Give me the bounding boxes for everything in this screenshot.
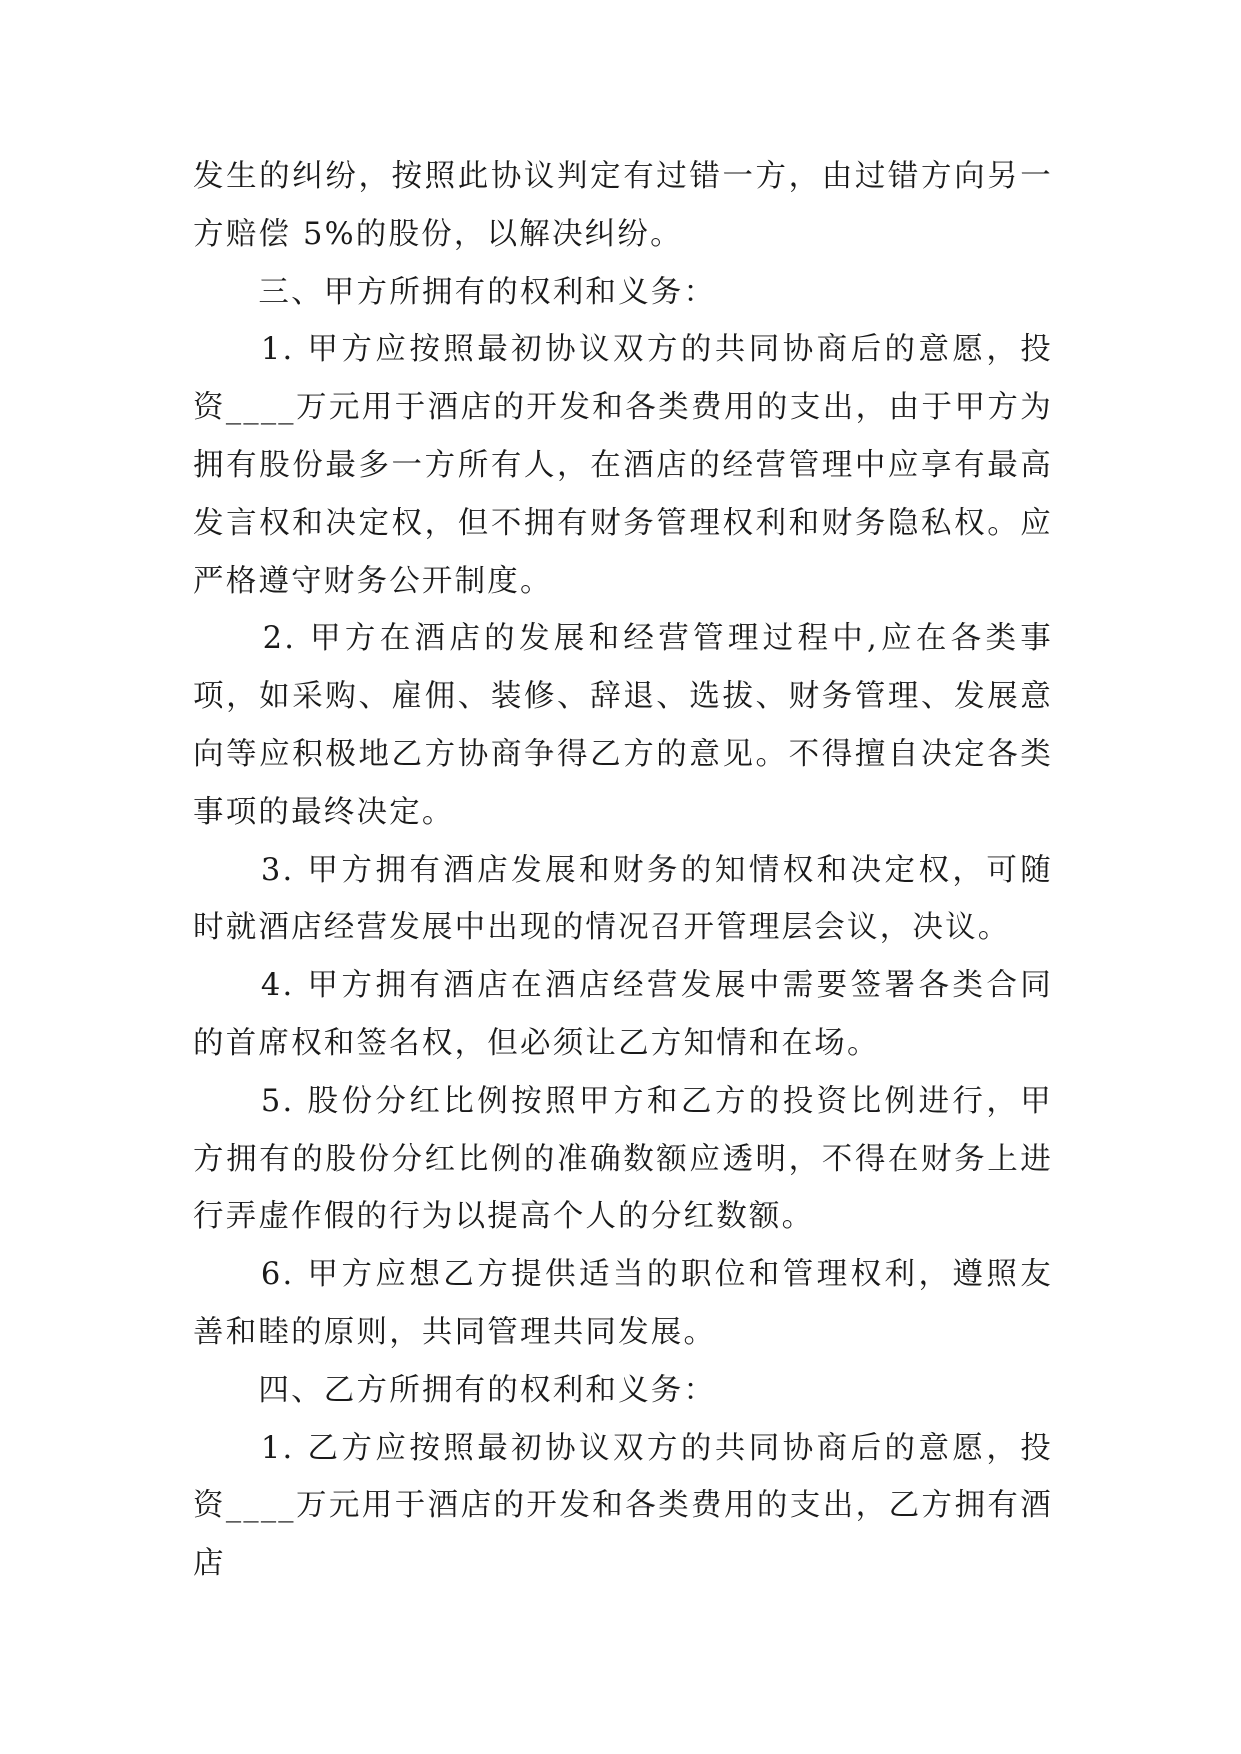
paragraph-party-a-item-6: 6. 甲方应想乙方提供适当的职位和管理权利，遵照友善和睦的原则，共同管理共同发展。: [193, 1257, 1053, 1350]
paragraph-party-a-item-2: 2. 甲方在酒店的发展和经营管理过程中,应在各类事项，如采购、雇佣、装修、辞退、选拔、财务管理、发展意向等应积极地乙方协商争得乙方的意见。不得擅自决定各类事项的最终决定。: [193, 621, 1053, 830]
paragraph-party-a-item-1: 1. 甲方应按照最初协议双方的共同协商后的意愿，投资____万元用于酒店的开发和各类费用的支出，由于甲方为拥有股份最多一方所有人，在酒店的经营管理中应享有最高发言权和决定权，但不拥有财务管理权利和财务隐私权。应严格遵守财务公开制度。: [193, 332, 1053, 599]
paragraph-party-a-item-4: 4. 甲方拥有酒店在酒店经营发展中需要签署各类合同的首席权和签名权，但必须让乙方知情和在场。: [193, 968, 1053, 1061]
paragraph-dispute-compensation: 发生的纠纷，按照此协议判定有过错一方，由过错方向另一方赔偿 5%的股份，以解决纠纷。: [193, 159, 1053, 252]
document-body: [193, 148, 1053, 1593]
paragraph-party-a-item-5: 5. 股份分红比例按照甲方和乙方的投资比例进行，甲方拥有的股份分红比例的准确数额应透明，不得在财务上进行弄虚作假的行为以提高个人的分红数额。: [193, 1083, 1053, 1235]
paragraph-party-b-item-1: 1. 乙方应按照最初协议双方的共同协商后的意愿，投资____万元用于酒店的开发和各类费用的支出，乙方拥有酒店: [193, 1430, 1053, 1582]
heading-party-a-rights: 三、甲方所拥有的权利和义务：: [193, 274, 717, 310]
heading-party-b-rights: 四、乙方所拥有的权利和义务：: [193, 1372, 717, 1408]
paragraph-party-a-item-3: 3. 甲方拥有酒店发展和财务的知情权和决定权，可随时就酒店经营发展中出现的情况召开管理层会议，决议。: [193, 852, 1053, 946]
